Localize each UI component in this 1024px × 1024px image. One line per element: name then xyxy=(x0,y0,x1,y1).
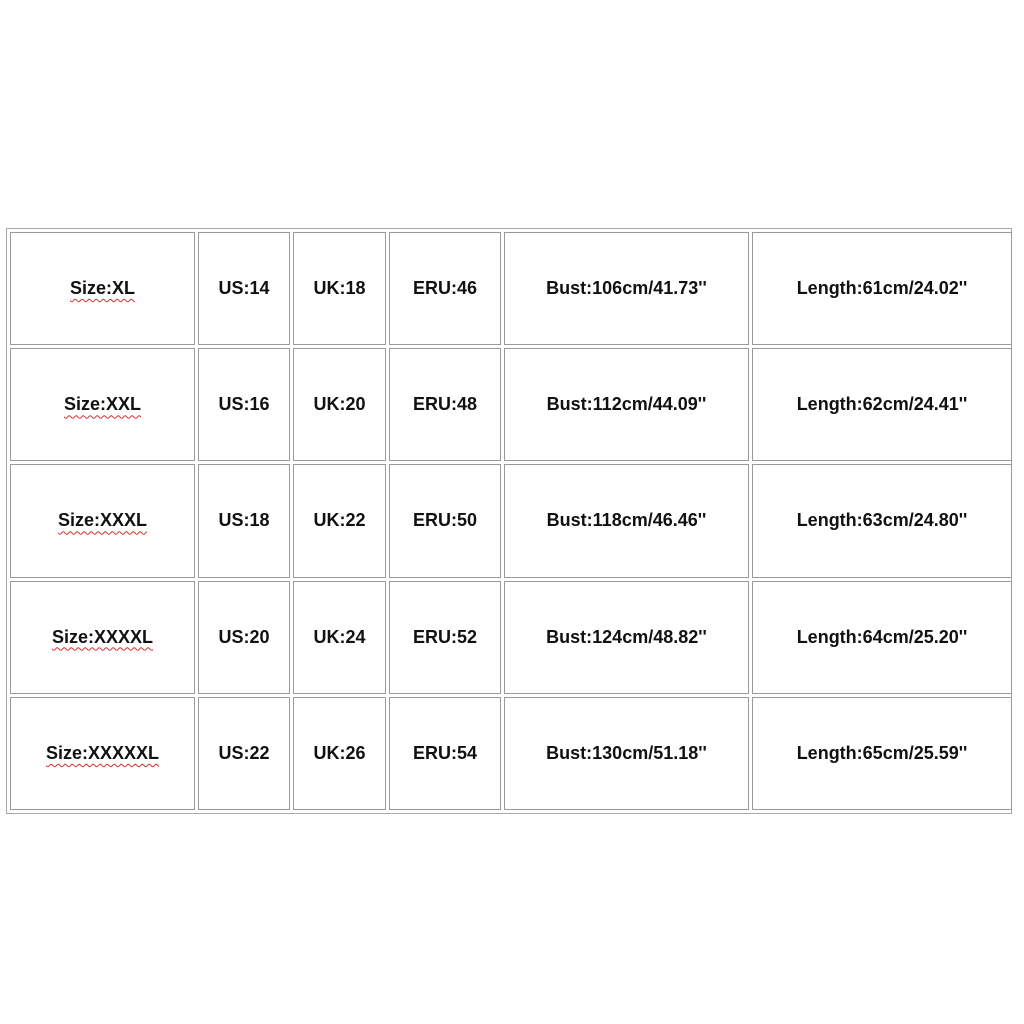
size-cell xyxy=(10,697,195,810)
table-row xyxy=(10,697,1012,810)
uk-size-cell: UK:20 xyxy=(293,348,386,461)
eru-size-cell: ERU:48 xyxy=(389,348,501,461)
size-label: Size:XXXL xyxy=(57,510,148,531)
uk-size-cell: UK:26 xyxy=(293,697,386,810)
uk-size-cell: UK:18 xyxy=(293,232,386,345)
table-row xyxy=(10,348,1012,461)
uk-size-cell: UK:22 xyxy=(293,464,386,577)
size-cell xyxy=(10,464,195,577)
length-cell: Length:63cm/24.80'' xyxy=(752,464,1012,577)
eru-size-cell: ERU:50 xyxy=(389,464,501,577)
us-size-cell: US:18 xyxy=(198,464,290,577)
bust-cell: Bust:106cm/41.73'' xyxy=(504,232,749,345)
us-size-cell: US:16 xyxy=(198,348,290,461)
length-cell: Length:65cm/25.59'' xyxy=(752,697,1012,810)
eru-size-cell: ERU:52 xyxy=(389,581,501,694)
size-label: Size:XXL xyxy=(63,394,142,415)
table-row xyxy=(10,464,1012,577)
table-row xyxy=(10,232,1012,345)
bust-cell: Bust:124cm/48.82'' xyxy=(504,581,749,694)
eru-size-cell: ERU:54 xyxy=(389,697,501,810)
length-cell: Length:62cm/24.41'' xyxy=(752,348,1012,461)
us-size-cell: US:20 xyxy=(198,581,290,694)
eru-size-cell: ERU:46 xyxy=(389,232,501,345)
uk-size-cell: UK:24 xyxy=(293,581,386,694)
size-cell xyxy=(10,348,195,461)
size-cell xyxy=(10,581,195,694)
length-cell: Length:61cm/24.02'' xyxy=(752,232,1012,345)
size-chart xyxy=(6,228,1012,814)
bust-cell: Bust:112cm/44.09'' xyxy=(504,348,749,461)
table-row xyxy=(10,581,1012,694)
bust-cell: Bust:130cm/51.18'' xyxy=(504,697,749,810)
size-label: Size:XXXXXL xyxy=(45,742,160,763)
size-cell xyxy=(10,232,195,345)
size-label: Size:XL xyxy=(69,278,135,299)
us-size-cell: US:22 xyxy=(198,697,290,810)
length-cell: Length:64cm/25.20'' xyxy=(752,581,1012,694)
us-size-cell: US:14 xyxy=(198,232,290,345)
size-label: Size:XXXXL xyxy=(51,626,154,647)
size-chart-table xyxy=(7,229,1015,813)
bust-cell: Bust:118cm/46.46'' xyxy=(504,464,749,577)
